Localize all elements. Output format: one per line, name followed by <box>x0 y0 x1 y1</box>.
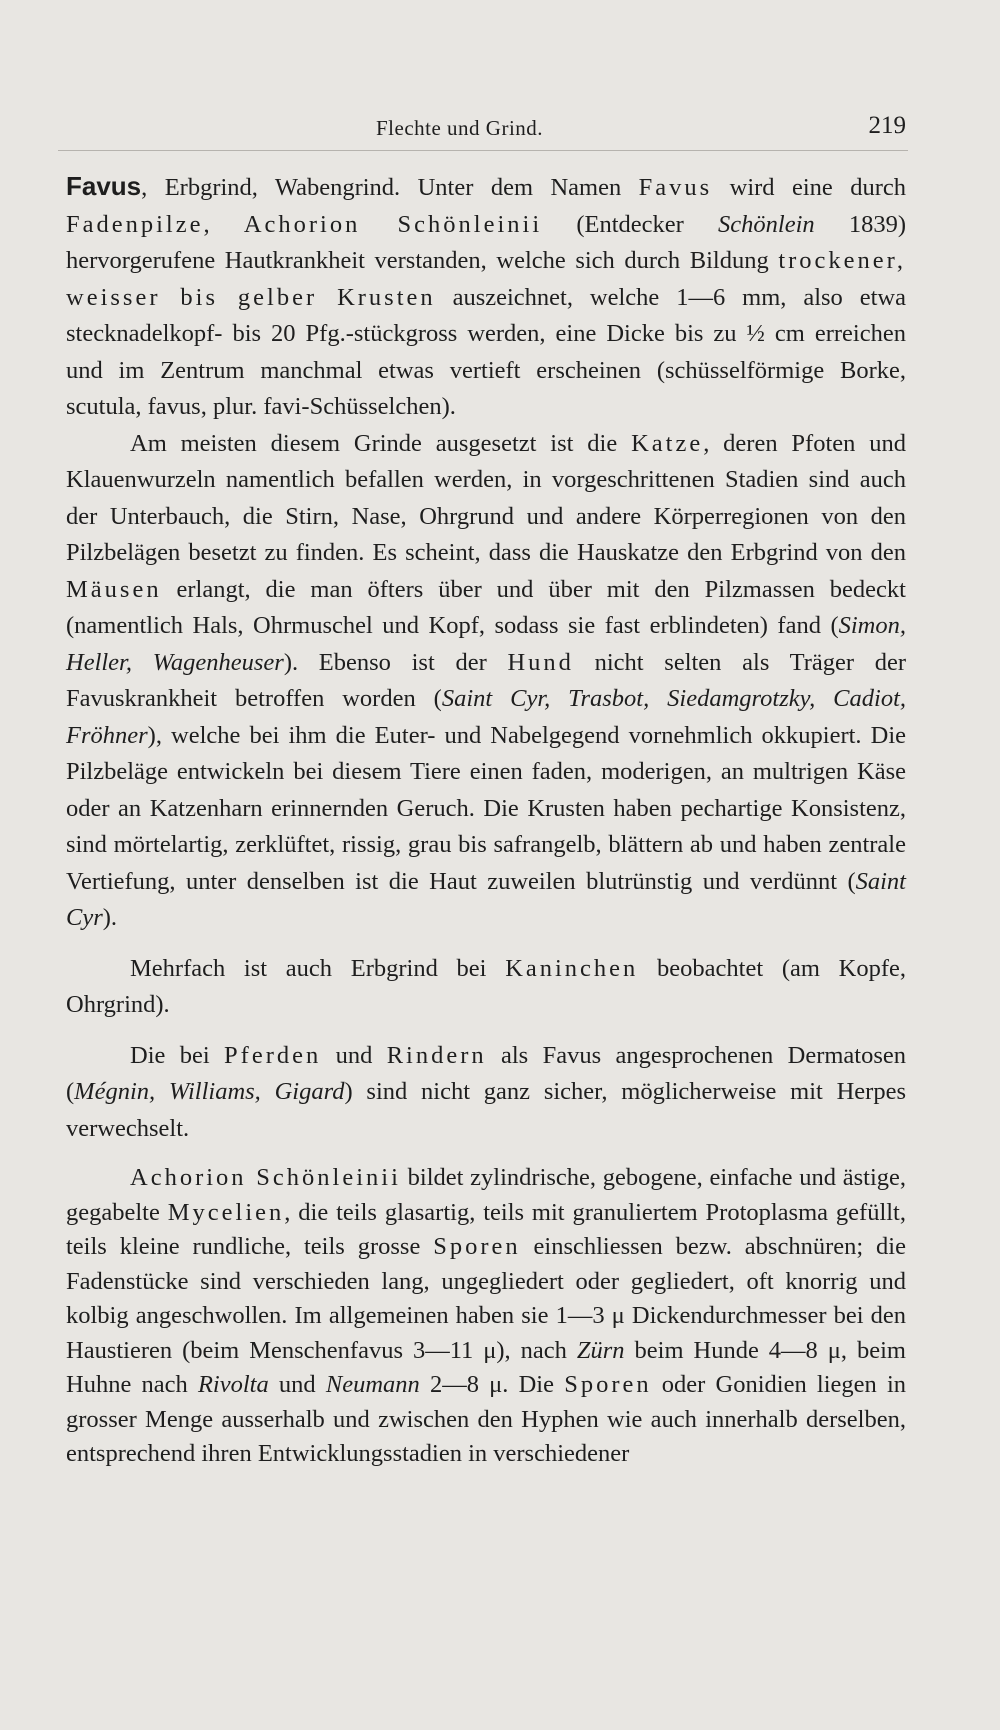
body-text <box>66 168 906 1472</box>
italic-citation: Zürn <box>576 1336 625 1364</box>
text-run: und <box>268 1371 326 1398</box>
spaced-emphasis: trockener, weisser bis gelber Krusten <box>66 247 906 311</box>
text-run: wird eine durch <box>712 174 906 201</box>
text-run: 1839) hervorgerufene Hautkrankheit verstanden, welche sich durch Bildung <box>66 210 907 274</box>
text-run: erlangt, die man öfters über und über mit den Pilzmassen bedeckt (namentlich Hals, Ohrmuschel und Kopf, sodass sie fast erblindeten) fand ( <box>66 575 906 639</box>
italic-citation: Neumann <box>325 1371 420 1398</box>
italic-citation: Saint Cyr, Trasbot, Siedamgrotzky, Cadiot, Fröhner <box>66 685 906 749</box>
header-rule <box>58 150 908 151</box>
paragraph-achorion-morphology <box>66 1161 906 1472</box>
italic-citation: Schönlein <box>718 210 815 238</box>
paragraph-horses-cattle <box>66 1038 906 1148</box>
text-run: und <box>321 1041 387 1069</box>
spaced-emphasis: Fadenpilze <box>66 210 204 238</box>
spaced-emphasis: Achorion Schönleinii <box>130 1164 401 1191</box>
italic-citation: Mégnin, Williams, Gigard <box>74 1078 345 1105</box>
page-number: 219 <box>868 112 906 139</box>
text-run: einschliessen bezw. abschnüren; die Fadenstücke sind verschieden lang, ungegliedert oder gegliedert, oft knorrig und kolbig angeschwollen. Im allgemeinen haben sie 1—3 μ Dickendurchmesser bei den Haustieren (beim Menschenfavus 3—11 μ), nach <box>66 1233 906 1364</box>
spaced-emphasis: Sporen <box>564 1371 652 1398</box>
text-run: bildet zylindrische, gebogene, einfache und ästige, gegabelte <box>66 1164 907 1226</box>
entry-heading: Favus <box>66 171 142 201</box>
text-run: beobachtet (am Kopfe, Ohrgrind). <box>66 954 906 1018</box>
italic-citation: Rivolta <box>197 1371 269 1398</box>
spaced-emphasis: Favus <box>638 174 713 201</box>
text-run: , deren Pfoten und Klauenwurzeln namentlich befallen werden, in vorgeschrittenen Stadien sind auch der Unterbauch, die Stirn, Nase, Ohrgrund und andere Körperregionen von den Pilzbelägen besetzt zu finden. Es scheint, dass die Hauskatze den Erbgrind von den <box>66 429 906 566</box>
spaced-emphasis: Katze <box>631 429 704 457</box>
spaced-emphasis: Achorion Schönleinii <box>243 210 543 238</box>
text-run: Mehrfach ist auch Erbgrind bei <box>130 954 506 982</box>
text-run: ). Ebenso ist der <box>283 648 508 676</box>
text-run: auszeichnet, welche 1—6 mm, also etwa stecknadelkopf- bis 20 Pfg.-stückgross werden, eine Dicke bis zu ½ cm erreichen und im Zentrum manchmal etwas vertieft erscheinen (schüsselförmige Borke, scutula, favus, plur. favi-Schüsselchen). <box>66 283 906 420</box>
text-run: , die teils glasartig, teils mit granuliertem Protoplasma gefüllt, teils kleine rundliche, teils grosse <box>66 1198 906 1260</box>
paragraph-favus-definition <box>66 168 906 426</box>
paragraph-cats-and-dogs <box>66 426 906 937</box>
spaced-emphasis: Mäusen <box>66 575 162 603</box>
spaced-emphasis: Sporen <box>433 1233 521 1260</box>
text-run: ) sind nicht ganz sicher, möglicherweise mit Herpes verwechselt. <box>66 1078 906 1142</box>
paragraph-rabbits <box>66 951 906 1024</box>
text-run: als Favus angesprochenen Dermatosen ( <box>66 1041 907 1105</box>
spaced-emphasis: Rindern <box>386 1041 487 1069</box>
spaced-emphasis: Pferden <box>224 1041 322 1069</box>
text-run: (Entdecker <box>542 210 719 238</box>
text-run: ), welche bei ihm die Euter- und Nabelgegend vornehmlich okkupiert. Die Pilzbeläge entwickeln bei diesem Tiere einen faden, moderigen, an multrigen Käse oder an Katzenharn erinnernden Geruch. Die Krusten haben pechartige Konsistenz, sind mörtelartig, zerklüftet, rissig, grau bis safrangelb, blättern ab und haben zentrale Vertiefung, unter denselben ist die Haut zuweilen blutrünstig und verdünnt ( <box>66 721 906 895</box>
text-run: ). <box>102 904 118 931</box>
text-run: , <box>203 210 244 238</box>
spaced-emphasis: Kaninchen <box>505 954 639 982</box>
text-run: , Erbgrind, Wabengrind. Unter dem Namen <box>141 174 639 201</box>
spaced-emphasis: Hund <box>507 648 574 676</box>
text-run: 2—8 μ. Die <box>419 1371 565 1398</box>
spaced-emphasis: Mycelien <box>167 1198 285 1226</box>
text-run: Am meisten diesem Grinde ausgesetzt ist die <box>130 429 632 457</box>
text-run: oder Gonidien liegen in grosser Menge ausserhalb und zwischen den Hyphen wie auch innerhalb derselben, entsprechend ihren Entwicklungsstadien in verschiedener <box>66 1371 907 1467</box>
text-run: nicht selten als Träger der Favuskrankheit betroffen worden ( <box>66 648 907 712</box>
text-run: Die bei <box>130 1041 225 1069</box>
italic-citation: Saint Cyr <box>66 867 906 931</box>
italic-citation: Simon, Heller, Wagenheuser <box>66 612 906 676</box>
page-header <box>66 112 906 148</box>
running-title: Flechte und Grind. <box>376 116 544 140</box>
text-run: beim Hunde 4—8 μ, beim Huhne nach <box>66 1336 906 1398</box>
